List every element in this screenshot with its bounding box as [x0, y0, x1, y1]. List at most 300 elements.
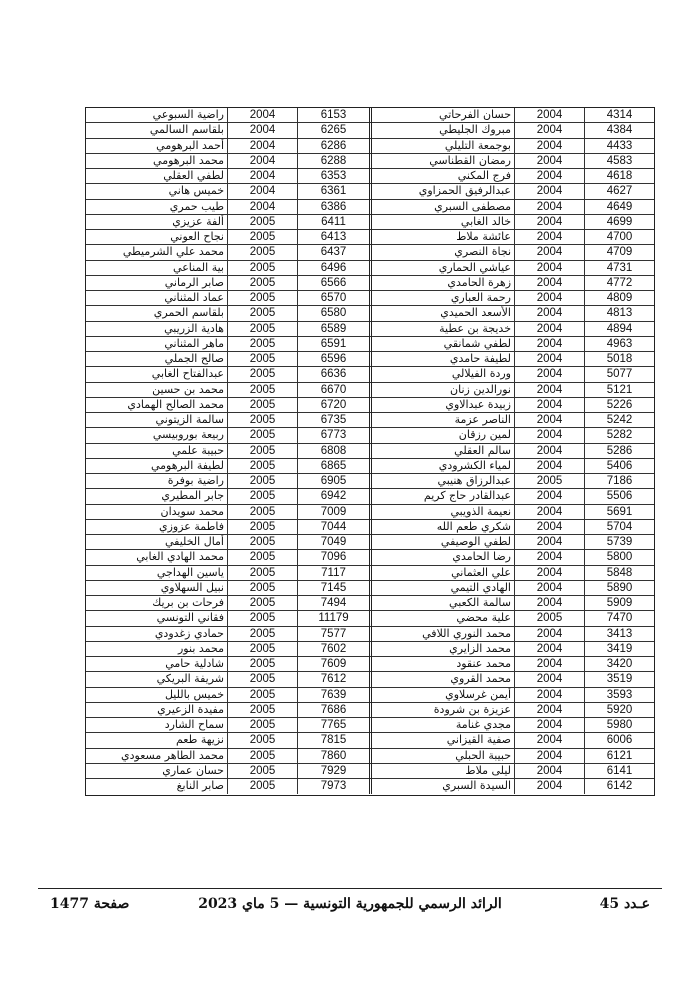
record-year: 2005: [227, 230, 297, 244]
table-row: [86, 276, 369, 291]
table-row: [86, 520, 369, 535]
table-row: [370, 352, 654, 367]
record-year: 2004: [514, 398, 584, 412]
table-row: [86, 566, 369, 581]
person-name: صابر النابغ: [176, 779, 224, 792]
record-number: 6865: [297, 459, 369, 473]
record-number: 7815: [297, 733, 369, 747]
person-name: فاطمة عزوزي: [159, 519, 224, 533]
record-number: 5920: [584, 703, 654, 717]
person-name: أيمن غرسلاوي: [445, 687, 511, 701]
person-name: لمين رزقان: [458, 428, 511, 442]
record-number: 6153: [297, 108, 369, 122]
person-name: حسان عماري: [162, 763, 224, 777]
record-year: 2005: [227, 352, 297, 366]
record-number: 4731: [584, 261, 654, 275]
table-row: [86, 718, 369, 733]
record-year: 2005: [227, 428, 297, 442]
record-number: 7973: [297, 779, 369, 794]
table-row: [86, 505, 369, 520]
record-year: 2004: [514, 291, 584, 305]
table-row: [86, 139, 369, 154]
table-left-half: [86, 108, 369, 794]
record-year: 2004: [514, 733, 584, 747]
table-row: [370, 566, 654, 581]
record-year: 2005: [227, 703, 297, 717]
record-number: 4700: [584, 230, 654, 244]
record-number: 6006: [584, 733, 654, 747]
person-name: محمد عنقود: [456, 657, 511, 670]
page-number: صفحة 1477: [50, 896, 130, 912]
person-name: علي العثماني: [451, 565, 511, 579]
table-row: [86, 367, 369, 382]
record-year: 2005: [227, 642, 297, 656]
record-number: 7609: [297, 657, 369, 671]
record-year: 2004: [227, 123, 297, 137]
table-row: [370, 291, 654, 306]
table-row: [370, 718, 654, 733]
record-number: 4314: [584, 108, 654, 122]
record-number: 7686: [297, 703, 369, 717]
record-year: 2005: [227, 276, 297, 290]
table-row: [86, 474, 369, 489]
person-name: محمد بنور: [178, 641, 224, 655]
record-number: 7145: [297, 581, 369, 595]
table-row: [370, 413, 654, 428]
table-row: [86, 596, 369, 611]
record-number: 3519: [584, 672, 654, 686]
record-year: 2004: [514, 215, 584, 229]
table-row: [86, 489, 369, 504]
person-name: ليلى ملاط: [465, 763, 511, 777]
person-name: نجاة النصري: [454, 245, 511, 259]
person-name: محمد الطاهر مسعودي: [121, 748, 224, 762]
person-name: أمال الخليفي: [165, 535, 224, 548]
table-column-divider: [369, 108, 372, 794]
record-number: 5848: [584, 566, 654, 580]
person-name: سماح الشارد: [164, 718, 224, 731]
record-year: 2004: [514, 566, 584, 580]
table-row: [370, 703, 654, 718]
person-name: شكري طعم الله: [436, 519, 511, 533]
person-name: بية المناعي: [173, 260, 224, 274]
record-year: 2004: [514, 718, 584, 732]
person-name: نزيهة طعم: [175, 733, 224, 747]
person-name: محمد النوري اللافي: [422, 626, 511, 640]
person-name: لطيفة حامدي: [449, 352, 511, 365]
record-year: 2004: [514, 337, 584, 351]
record-number: 6286: [297, 139, 369, 153]
person-name: مصطفى السبري: [434, 199, 511, 213]
record-year: 2005: [227, 627, 297, 641]
record-year: 2004: [514, 505, 584, 519]
record-number: 7096: [297, 550, 369, 564]
table-row: [370, 398, 654, 413]
person-name: خميس هاني: [168, 184, 224, 198]
table-row: [86, 200, 369, 215]
record-year: 2005: [227, 474, 297, 488]
table-row: [370, 520, 654, 535]
person-name: بوجمعة التليلي: [444, 138, 511, 152]
record-number: 6636: [297, 367, 369, 381]
person-name: مجدي غنامة: [455, 718, 511, 731]
person-name: عزيزة بن شرودة: [433, 702, 511, 716]
person-name: رحمة العباري: [450, 291, 511, 304]
record-number: 6720: [297, 398, 369, 412]
record-number: 7044: [297, 520, 369, 534]
person-name: رمضان القطناسي: [429, 153, 511, 167]
record-year: 2004: [514, 276, 584, 290]
record-year: 2004: [514, 703, 584, 717]
record-year: 2004: [514, 749, 584, 763]
record-number: 4649: [584, 200, 654, 214]
record-number: 6905: [297, 474, 369, 488]
person-name: الناصر عزمة: [454, 413, 511, 426]
record-number: 7470: [584, 611, 654, 625]
table-row: [86, 444, 369, 459]
record-number: 6265: [297, 123, 369, 137]
table-row: [86, 123, 369, 138]
person-name: الهادي التيمي: [450, 580, 511, 594]
table-row: [370, 733, 654, 748]
person-name: علية محضي: [456, 611, 511, 625]
record-number: 5018: [584, 352, 654, 366]
record-number: 3413: [584, 627, 654, 641]
table-row: [86, 169, 369, 184]
record-year: 2005: [227, 779, 297, 794]
table-row: [370, 306, 654, 321]
person-name: هادية الزريبي: [164, 321, 224, 335]
record-year: 2004: [514, 261, 584, 275]
record-year: 2005: [227, 398, 297, 412]
person-name: السيدة السبري: [442, 779, 511, 792]
record-number: 6288: [297, 154, 369, 168]
table-row: [86, 703, 369, 718]
table-row: [370, 474, 654, 489]
record-year: 2004: [514, 306, 584, 320]
record-year: 2004: [514, 520, 584, 534]
issue-number: عـدد 45: [599, 896, 650, 912]
record-number: 6589: [297, 322, 369, 336]
record-year: 2005: [227, 611, 297, 625]
table-row: [370, 764, 654, 779]
record-number: 6591: [297, 337, 369, 351]
record-year: 2005: [227, 688, 297, 702]
table-row: [86, 733, 369, 748]
record-number: 6353: [297, 169, 369, 183]
record-number: 3420: [584, 657, 654, 671]
record-number: 4384: [584, 123, 654, 137]
record-number: 7929: [297, 764, 369, 778]
table-row: [370, 642, 654, 657]
record-number: 4627: [584, 184, 654, 198]
record-year: 2004: [227, 184, 297, 198]
person-name: ألفة عزيزي: [172, 214, 224, 228]
person-name: أحمد البرهومي: [156, 138, 224, 152]
person-name: خديجة بن عطية: [439, 321, 511, 335]
person-name: صفية القيزاني: [446, 733, 511, 747]
table-row: [86, 215, 369, 230]
table-row: [86, 428, 369, 443]
table-row: [86, 764, 369, 779]
table-row: [370, 535, 654, 550]
record-number: 5739: [584, 535, 654, 549]
record-year: 2004: [227, 108, 297, 122]
record-year: 2004: [227, 154, 297, 168]
record-year: 2005: [227, 535, 297, 549]
table-row: [86, 337, 369, 352]
record-year: 2005: [227, 718, 297, 732]
person-name: عبدالرفيق الحمزاوي: [418, 184, 511, 198]
table-row: [86, 184, 369, 199]
record-number: 7049: [297, 535, 369, 549]
record-year: 2004: [514, 123, 584, 137]
record-year: 2004: [514, 322, 584, 336]
record-year: 2004: [514, 779, 584, 794]
record-number: 5077: [584, 367, 654, 381]
person-name: محمد بن حسين: [152, 382, 224, 396]
record-year: 2005: [227, 367, 297, 381]
table-row: [370, 230, 654, 245]
person-name: لطيفة البرهومي: [151, 458, 224, 472]
table-row: [86, 245, 369, 260]
person-name: بلقاسم الحمري: [153, 306, 224, 320]
record-number: 7765: [297, 718, 369, 732]
record-year: 2005: [227, 764, 297, 778]
table-row: [370, 108, 654, 123]
record-number: 4583: [584, 154, 654, 168]
record-year: 2004: [514, 169, 584, 183]
table-row: [370, 444, 654, 459]
person-name: وردة الفيلالي: [451, 367, 511, 381]
record-number: 6121: [584, 749, 654, 763]
person-name: سالمة الكعبي: [449, 596, 511, 609]
record-number: 4813: [584, 306, 654, 320]
record-year: 2004: [514, 657, 584, 671]
table-row: [370, 383, 654, 398]
record-number: 5121: [584, 383, 654, 397]
person-name: محمد علي الشرميطي: [122, 245, 224, 259]
record-year: 2005: [227, 291, 297, 305]
record-number: 5506: [584, 489, 654, 503]
record-year: 2004: [227, 200, 297, 214]
person-name: نورالدين زنان: [450, 382, 511, 396]
person-name: راضية بوفرة: [167, 474, 224, 487]
record-number: 5691: [584, 505, 654, 519]
record-number: 7577: [297, 627, 369, 641]
record-year: 2005: [227, 306, 297, 320]
record-year: 2004: [514, 200, 584, 214]
person-name: بلقاسم السالمي: [149, 123, 224, 137]
record-number: 6361: [297, 184, 369, 198]
record-year: 2004: [514, 367, 584, 381]
person-name: نبيل السهلاوي: [160, 580, 224, 594]
record-year: 2005: [227, 444, 297, 458]
record-year: 2005: [227, 581, 297, 595]
record-year: 2005: [514, 611, 584, 625]
record-number: 6496: [297, 261, 369, 275]
person-name: مبروك الجليطي: [439, 123, 511, 137]
record-year: 2004: [514, 139, 584, 153]
person-name: ياسين الهداجي: [156, 565, 224, 579]
record-number: 7117: [297, 566, 369, 580]
record-number: 4699: [584, 215, 654, 229]
table-row: [370, 489, 654, 504]
record-number: 5226: [584, 398, 654, 412]
footer-rule: [38, 888, 662, 889]
record-number: 5406: [584, 459, 654, 473]
record-year: 2005: [227, 413, 297, 427]
table-row: [86, 779, 369, 794]
record-number: 6437: [297, 245, 369, 259]
person-name: لطفي شمانقي: [443, 336, 511, 350]
record-number: 4894: [584, 322, 654, 336]
record-number: 6773: [297, 428, 369, 442]
record-year: 2004: [514, 550, 584, 564]
record-year: 2004: [514, 245, 584, 259]
record-year: 2004: [514, 596, 584, 610]
table-row: [370, 245, 654, 260]
table-row: [370, 261, 654, 276]
record-number: 6413: [297, 230, 369, 244]
table-row: [370, 337, 654, 352]
table-row: [86, 611, 369, 626]
person-name: محمد البرهومي: [153, 153, 224, 167]
record-year: 2005: [227, 337, 297, 351]
record-number: 6670: [297, 383, 369, 397]
table-row: [370, 657, 654, 672]
table-row: [370, 123, 654, 138]
person-name: صابر الرماني: [164, 275, 224, 289]
person-name: عبدالقادر حاج كريم: [423, 489, 511, 503]
person-name: سالم العقلي: [454, 443, 511, 457]
person-name: فقاني التونسي: [156, 611, 224, 625]
record-year: 2004: [514, 444, 584, 458]
record-year: 2005: [227, 261, 297, 275]
person-name: محمد سويدان: [160, 504, 224, 518]
table-row: [370, 276, 654, 291]
record-year: 2004: [227, 169, 297, 183]
page-footer: [50, 896, 650, 920]
table-row: [86, 535, 369, 550]
record-year: 2004: [514, 413, 584, 427]
record-year: 2005: [227, 505, 297, 519]
record-year: 2004: [514, 154, 584, 168]
table-row: [370, 550, 654, 565]
person-name: حسان الفرحاتي: [439, 108, 511, 121]
person-name: لطفي العقلي: [163, 169, 224, 182]
table-row: [370, 688, 654, 703]
table-row: [370, 779, 654, 794]
record-year: 2004: [514, 230, 584, 244]
record-year: 2005: [227, 520, 297, 534]
table-row: [86, 581, 369, 596]
record-year: 2004: [514, 352, 584, 366]
record-number: 5242: [584, 413, 654, 427]
person-name: محمد الهادي الغابي: [136, 550, 224, 564]
record-year: 2005: [227, 383, 297, 397]
person-name: شريفة البريكي: [156, 672, 224, 686]
table-row: [370, 505, 654, 520]
record-year: 2005: [227, 657, 297, 671]
table-row: [86, 688, 369, 703]
record-year: 2005: [227, 215, 297, 229]
record-year: 2005: [227, 459, 297, 473]
person-name: نعيمة الذويبي: [450, 504, 511, 518]
table-row: [86, 352, 369, 367]
record-number: 7009: [297, 505, 369, 519]
person-name: صالح الجملي: [164, 352, 224, 365]
person-name: عماد المثناني: [164, 291, 224, 304]
record-number: 6142: [584, 779, 654, 794]
record-number: 7602: [297, 642, 369, 656]
table-row: [86, 459, 369, 474]
record-year: 2004: [514, 764, 584, 778]
table-row: [86, 383, 369, 398]
table-row: [370, 611, 654, 626]
table-row: [86, 627, 369, 642]
table-row: [370, 184, 654, 199]
person-name: ربيعة بوروبيسي: [152, 428, 224, 442]
table-row: [86, 291, 369, 306]
record-number: 5800: [584, 550, 654, 564]
record-number: 5980: [584, 718, 654, 732]
record-year: 2005: [227, 322, 297, 336]
record-year: 2004: [514, 383, 584, 397]
person-name: نجاح العوني: [170, 230, 224, 243]
record-number: 6411: [297, 215, 369, 229]
record-year: 2005: [227, 733, 297, 747]
table-row: [370, 322, 654, 337]
record-year: 2005: [227, 489, 297, 503]
person-name: سالمة الزيتوني: [155, 413, 224, 426]
record-year: 2005: [227, 596, 297, 610]
record-number: 5282: [584, 428, 654, 442]
gazette-title: الرائد الرسمي للجمهورية التونسية — 5 ماي 2023: [198, 896, 502, 912]
person-name: خالد الغابي: [460, 214, 511, 228]
record-number: 6566: [297, 276, 369, 290]
record-year: 2004: [514, 581, 584, 595]
record-number: 11179: [297, 611, 369, 625]
person-name: زهرة الحامدي: [447, 275, 511, 289]
person-name: ماهر المثناني: [164, 336, 224, 350]
record-number: 3593: [584, 688, 654, 702]
record-year: 2004: [514, 108, 584, 122]
record-number: 7186: [584, 474, 654, 488]
person-name: شادلية حامي: [165, 657, 224, 670]
record-number: 5286: [584, 444, 654, 458]
table-row: [370, 596, 654, 611]
record-number: 7612: [297, 672, 369, 686]
record-number: 4963: [584, 337, 654, 351]
person-name: عائشة ملاط: [456, 230, 511, 243]
person-name: عياشي الحماري: [438, 260, 511, 274]
person-name: حبيبة علمي: [172, 443, 224, 457]
table-row: [370, 672, 654, 687]
table-row: [86, 398, 369, 413]
person-name: فرحات بن بريك: [152, 596, 224, 609]
record-year: 2005: [227, 749, 297, 763]
record-year: 2004: [514, 688, 584, 702]
record-number: 4618: [584, 169, 654, 183]
table-row: [370, 581, 654, 596]
record-year: 2005: [227, 245, 297, 259]
person-name: محمد القروي: [450, 672, 511, 686]
person-name: حمادي زغدودي: [154, 626, 224, 640]
record-number: 5890: [584, 581, 654, 595]
record-number: 6808: [297, 444, 369, 458]
table-row: [86, 154, 369, 169]
